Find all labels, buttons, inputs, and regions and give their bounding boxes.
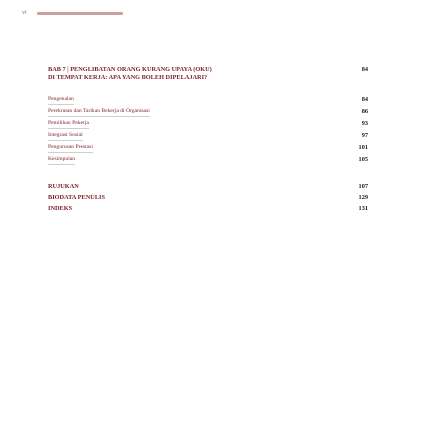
section-page: 93 — [361, 120, 368, 127]
section-label: Integrasi Sosial — [48, 132, 83, 138]
section-page: 84 — [361, 96, 368, 103]
end-matter-page: 131 — [358, 205, 368, 212]
page-number: vi — [22, 10, 27, 16]
end-matter-label: INDEKS — [48, 205, 73, 212]
running-head-bar — [37, 12, 123, 15]
end-matter-label: RUJUKAN — [48, 183, 79, 190]
page-header — [22, 8, 123, 18]
section-page: 101 — [358, 144, 368, 151]
chapter-page: 84 — [361, 66, 368, 73]
end-matter-label: BIODATA PENULIS — [48, 194, 105, 201]
section-label: Pemilihan Pekerja — [48, 120, 89, 126]
end-matter-page: 107 — [358, 183, 368, 190]
section-label: Perekrutan dan Tarikan Bekerja di Organisasi — [48, 108, 150, 114]
section-label: Kesimpulan — [48, 156, 76, 162]
section-label: Pengenalan — [48, 96, 74, 102]
section-page: 97 — [361, 132, 368, 139]
section-page: 105 — [358, 156, 368, 163]
chapter-title: BAB 7 | PENGLIBATAN ORANG KURANG UPAYA (OKU) DI TEMPAT KERJA: APA YANG BOLEH DIPELAJARI? — [48, 66, 212, 81]
section-label: Pengurusan Prestasi — [48, 144, 93, 150]
end-matter-page: 129 — [358, 194, 368, 201]
section-page: 86 — [361, 108, 368, 115]
